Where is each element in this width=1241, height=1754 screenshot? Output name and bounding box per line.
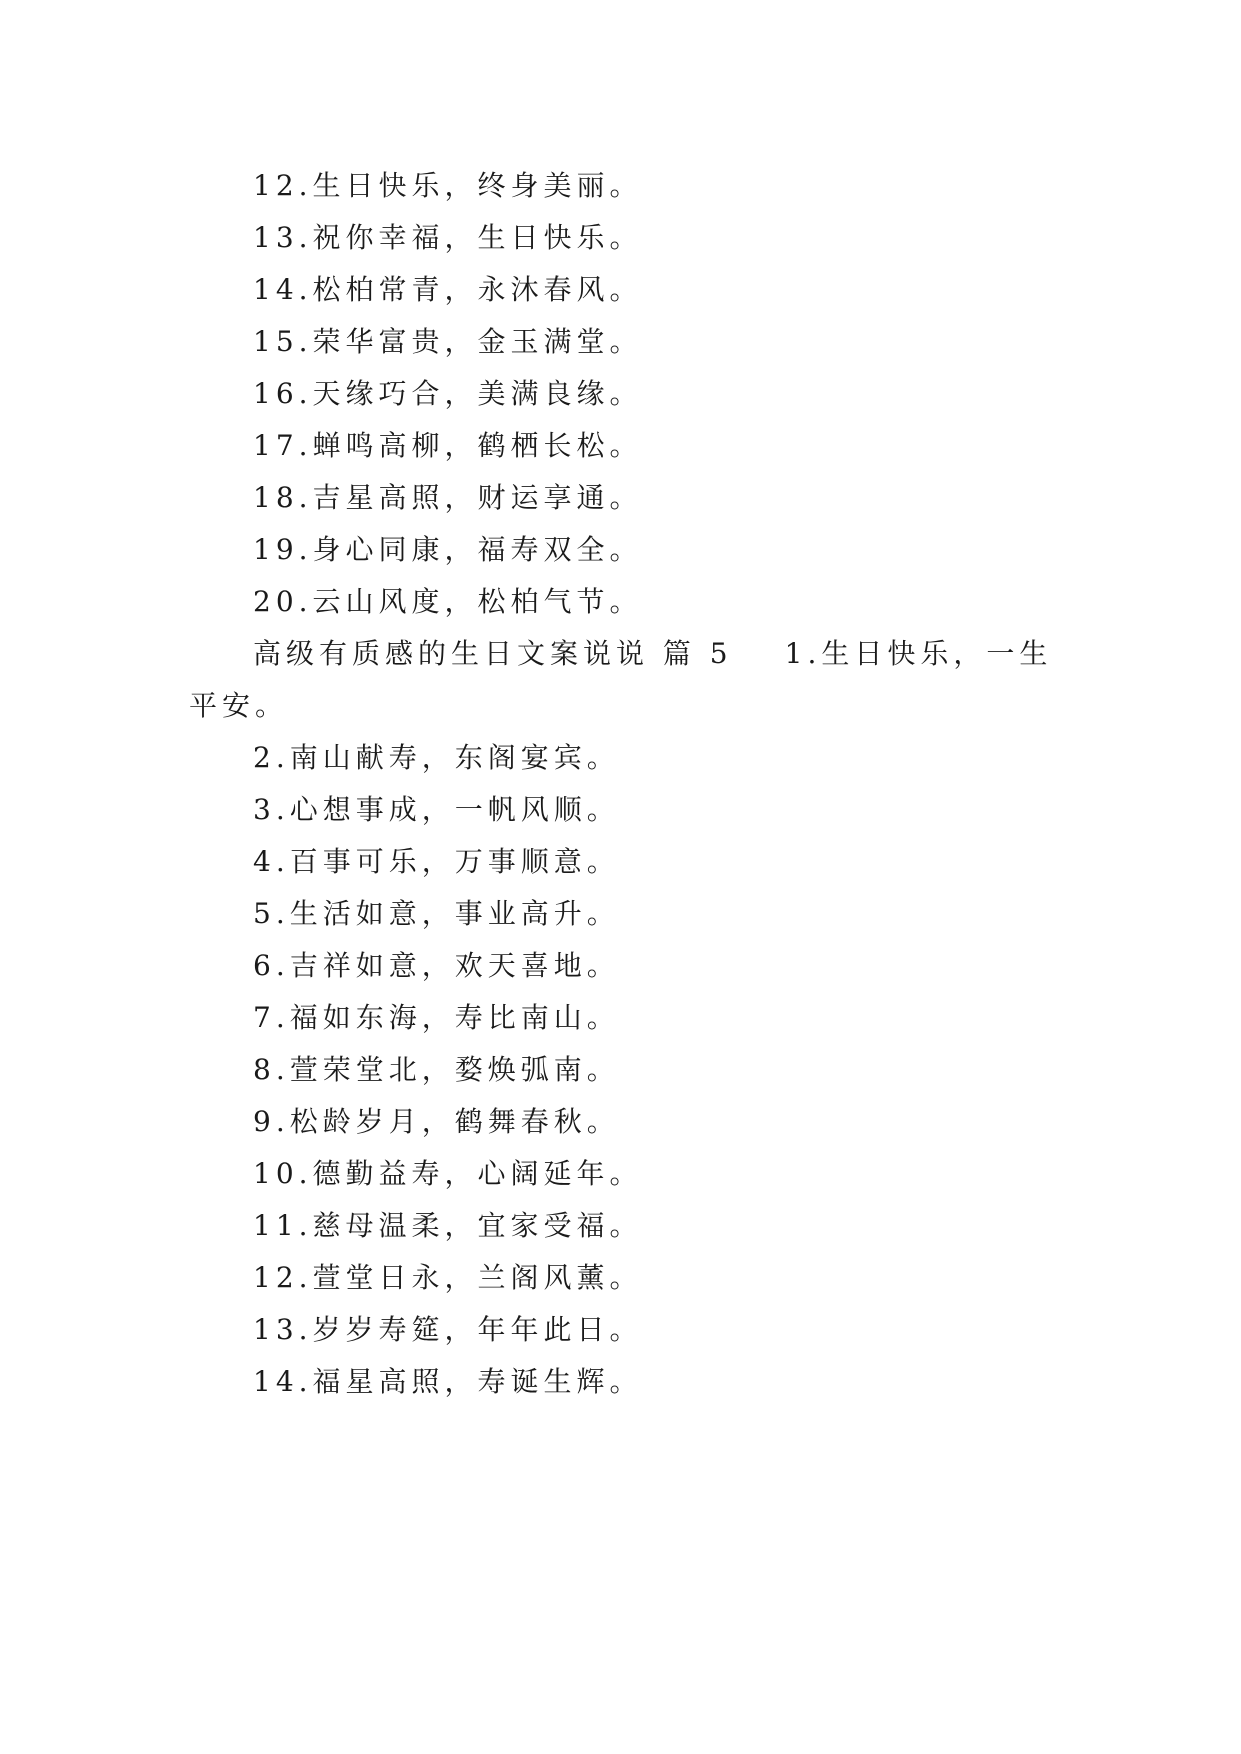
list-item: 14.福星高照，寿诞生辉。 <box>253 1365 643 1398</box>
list-item: 14.松柏常青，永沐春风。 <box>253 273 643 306</box>
list-item: 5.生活如意，事业高升。 <box>253 897 620 930</box>
section-heading: 高级有质感的生日文案说说 篇 5 <box>253 637 733 670</box>
list-item: 19.身心同康，福寿双全。 <box>253 533 643 566</box>
list-item: 3.心想事成，一帆风顺。 <box>253 793 620 826</box>
list-item: 4.百事可乐，万事顺意。 <box>253 845 620 878</box>
list-item: 7.福如东海，寿比南山。 <box>253 1001 620 1034</box>
list-item: 12.萱堂日永，兰阁风薰。 <box>253 1261 643 1294</box>
list-item: 11.慈母温柔，宜家受福。 <box>253 1209 643 1242</box>
list-item: 13.岁岁寿筵，年年此日。 <box>253 1313 643 1346</box>
list-item: 6.吉祥如意，欢天喜地。 <box>253 949 620 982</box>
list-item: 8.萱荣堂北，婺焕弧南。 <box>253 1053 620 1086</box>
list-item: 1.生日快乐，一生 <box>784 637 1053 670</box>
list-item: 12.生日快乐，终身美丽。 <box>253 169 643 202</box>
list-item: 20.云山风度，松柏气节。 <box>253 585 643 618</box>
list-item: 13.祝你幸福，生日快乐。 <box>253 221 643 254</box>
list-item: 15.荣华富贵，金玉满堂。 <box>253 325 643 358</box>
list-item: 10.德勤益寿，心阔延年。 <box>253 1157 643 1190</box>
list-item-continuation: 平安。 <box>189 689 289 722</box>
section-heading-row <box>253 634 1052 674</box>
list-item: 17.蝉鸣高柳，鹤栖长松。 <box>253 429 643 462</box>
list-item: 18.吉星高照，财运享通。 <box>253 481 643 514</box>
list-item: 9.松龄岁月，鹤舞春秋。 <box>253 1105 620 1138</box>
list-item: 2.南山献寿，东阁宴宾。 <box>253 741 620 774</box>
list-item: 16.天缘巧合，美满良缘。 <box>253 377 643 410</box>
